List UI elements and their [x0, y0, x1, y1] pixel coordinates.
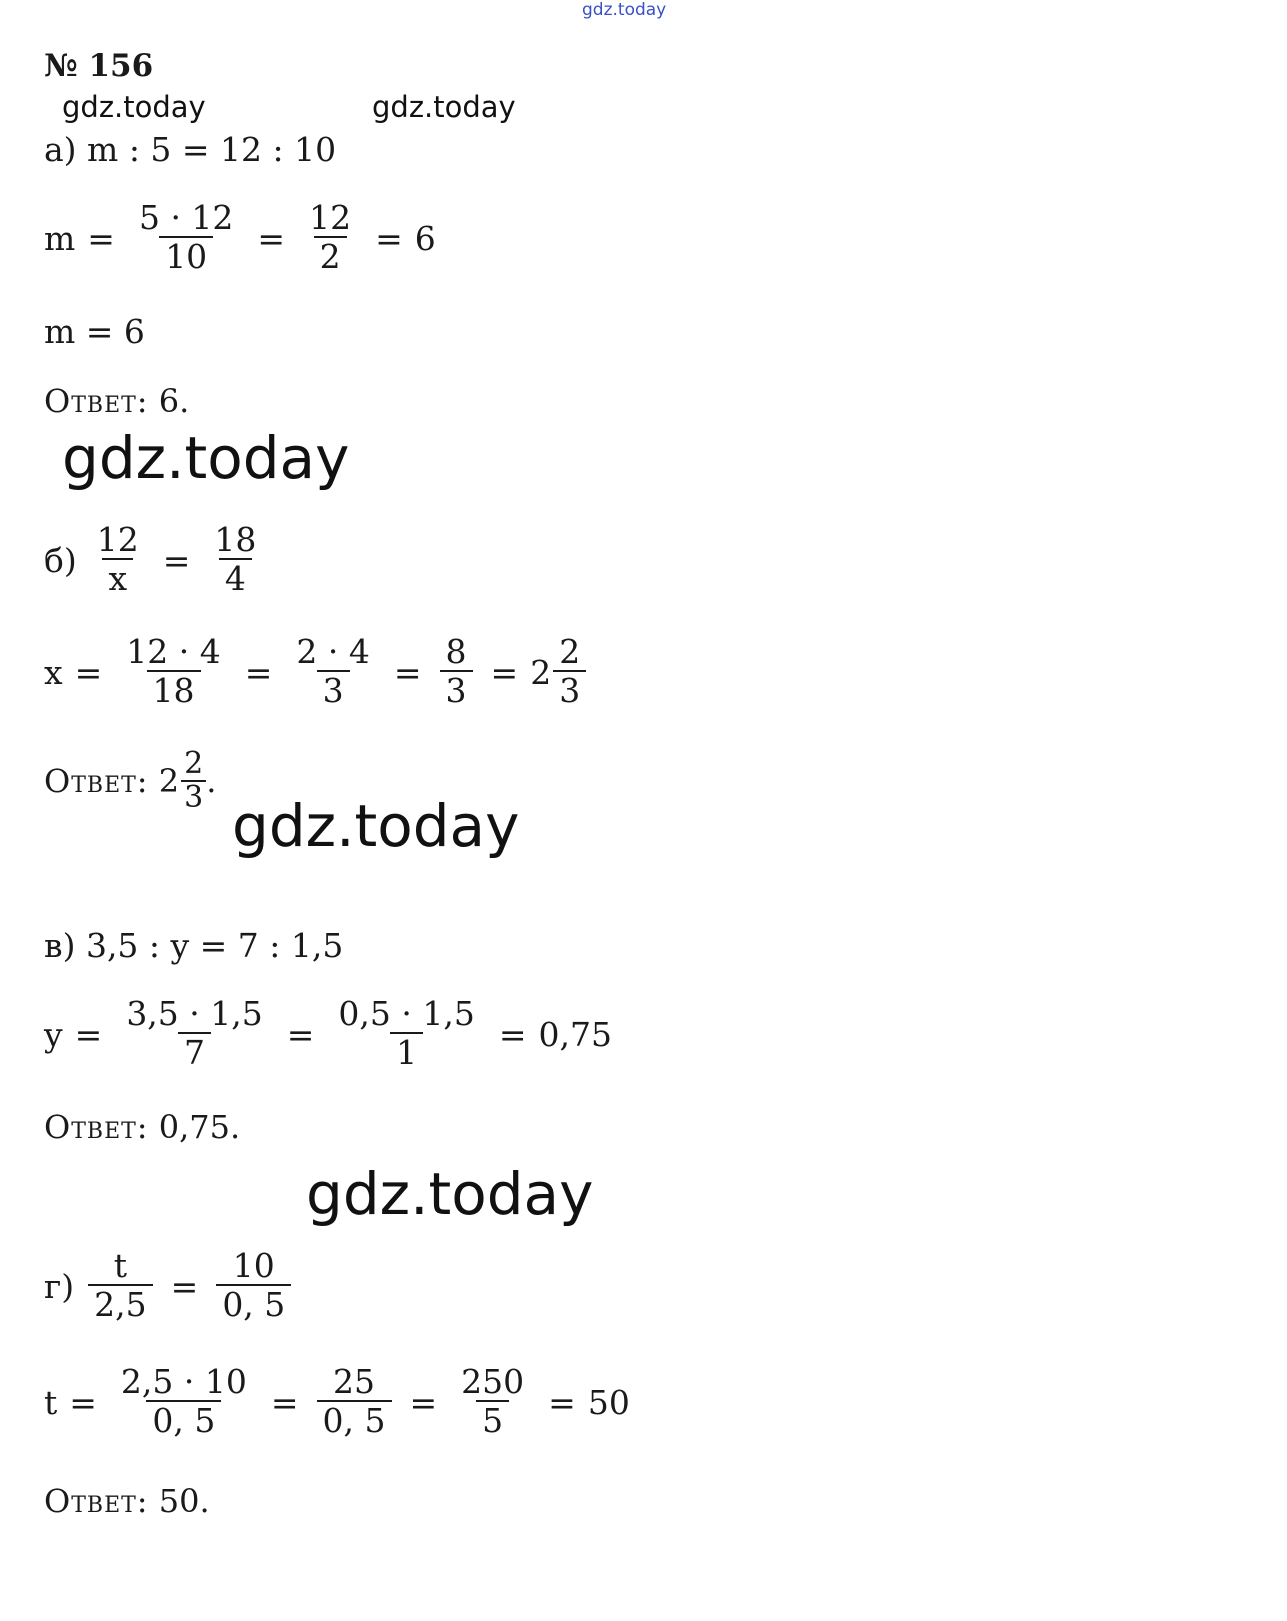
watermark: gdz.today	[306, 1160, 594, 1228]
part-g-problem: г) $\frac{t}{2,5}$ = $\frac{10}{0, 5}$	[44, 1248, 297, 1324]
fraction: $\frac{0,5 \cdot 1,5}{1}$	[338, 994, 475, 1073]
watermark-top: gdz.today	[582, 0, 667, 20]
part-v-problem: в) 3,5 : y = 7 : 1,5	[44, 926, 344, 965]
fraction: $\frac{2,5 \cdot 10}{0, 5}$	[120, 1362, 247, 1441]
part-a-answer: Ответ: 6.	[44, 382, 190, 420]
problem-number: № 156	[44, 48, 154, 84]
fraction: $\frac{t}{2,5}$	[88, 1248, 152, 1324]
part-a-problem: а) m : 5 = 12 : 10	[44, 130, 337, 169]
fraction: $\frac{10}{0, 5}$	[216, 1248, 291, 1324]
watermark: gdz.today	[232, 792, 520, 860]
part-a-final: m = 6	[44, 312, 145, 351]
part-a-solution: m = $\frac{5 \cdot 12}{10}$ = $\frac{12}{2}$ = 6	[44, 198, 436, 277]
fraction: $\frac{18}{4}$	[214, 520, 257, 599]
part-g-answer: Ответ: 50.	[44, 1482, 210, 1520]
part-v-answer: Ответ: 0,75.	[44, 1108, 241, 1146]
fraction: $\frac{3,5 \cdot 1,5}{7}$	[126, 994, 263, 1073]
mixed-number: 2 $\frac{2}{3}$	[530, 634, 586, 710]
part-b-answer: Ответ: 2 $\frac{2}{3}$ .	[44, 746, 217, 815]
watermark: gdz.today	[62, 424, 350, 492]
fraction: $\frac{12}{2}$	[309, 198, 352, 277]
fraction: $\frac{5 \cdot 12}{10}$	[138, 198, 234, 277]
part-b-problem: б) $\frac{12}{x}$ = $\frac{18}{4}$	[44, 522, 268, 598]
fraction: $\frac{250}{5}$	[461, 1362, 525, 1441]
fraction: $\frac{2 \cdot 4}{3}$	[296, 632, 370, 711]
fraction: $\frac{12}{x}$	[96, 520, 139, 599]
watermark: gdz.today	[372, 90, 516, 124]
fraction: $\frac{25}{0, 5}$	[317, 1364, 392, 1440]
watermark: gdz.today	[62, 90, 206, 124]
mixed-number: 2 $\frac{2}{3}$	[159, 748, 206, 813]
fraction: $\frac{8}{3}$	[440, 634, 473, 710]
part-b-solution: x = $\frac{12 \cdot 4}{18}$ = $\frac{2 \cdot 4}{3}$ = $\frac{8}{3}$ = 2 $\frac{2}{3}$	[44, 634, 586, 710]
part-v-solution: y = $\frac{3,5 \cdot 1,5}{7}$ = $\frac{0,5 \cdot 1,5}{1}$ = 0,75	[44, 994, 612, 1073]
part-g-solution: t = $\frac{2,5 \cdot 10}{0, 5}$ = $\frac{25}{0, 5}$ = $\frac{250}{5}$ = 50	[44, 1362, 630, 1441]
fraction: $\frac{12 \cdot 4}{18}$	[126, 632, 221, 711]
